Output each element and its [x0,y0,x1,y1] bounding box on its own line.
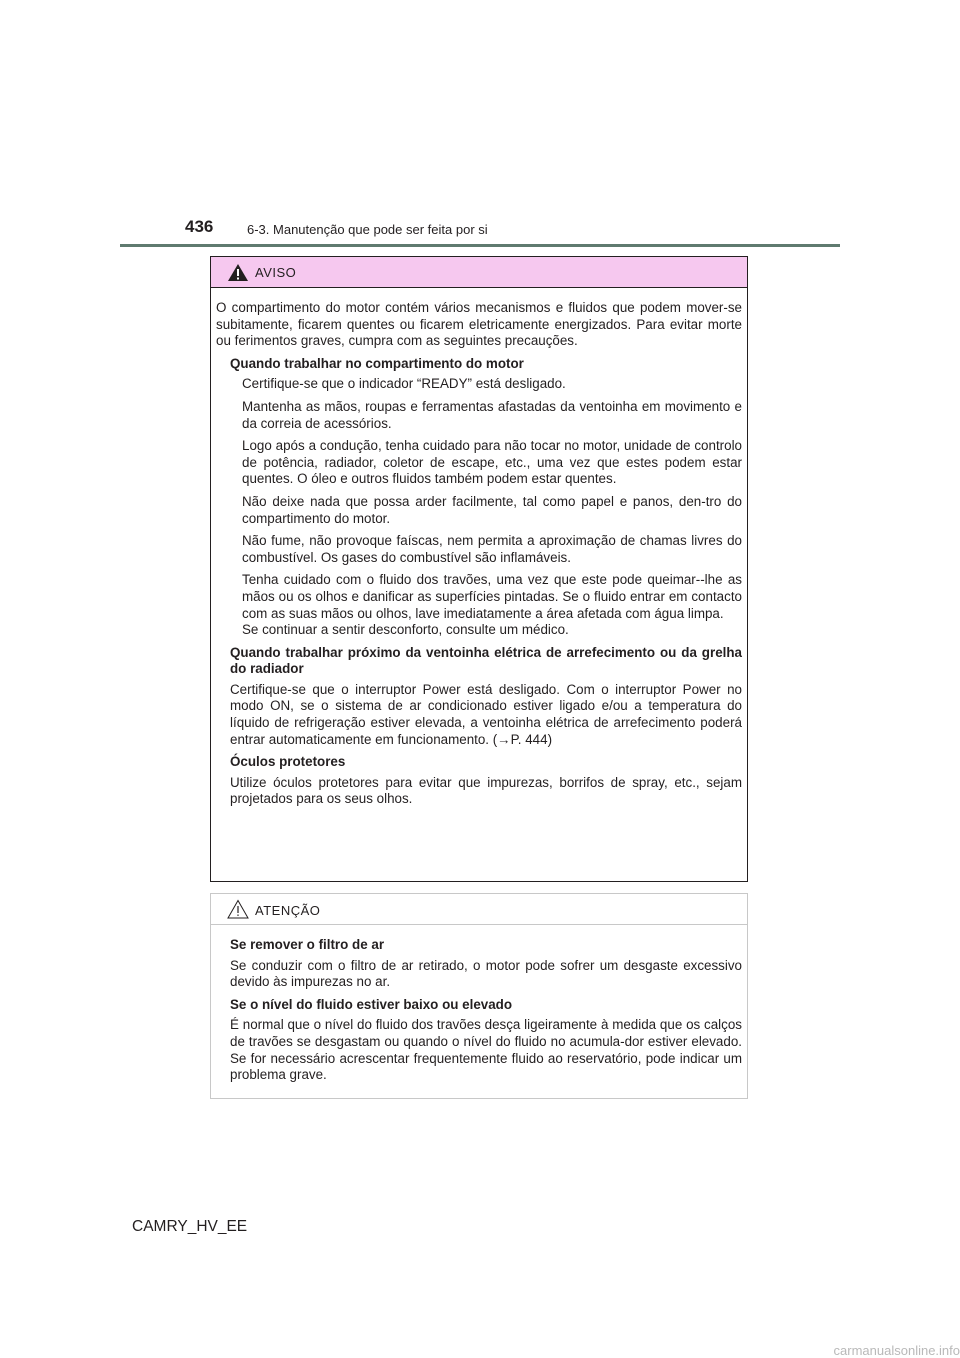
caution-triangle-icon [227,899,249,919]
warning-bullet: Não fume, não provoque faíscas, nem permita a aproximação de chamas livres do combustível. Os gases do combustível são inflamáveis. [242,533,742,565]
caution-section-title: Se remover o filtro de ar [230,937,385,952]
header-rule [120,244,840,247]
warning-paragraph: Utilize óculos protetores para evitar que impurezas, borrifos de spray, etc., sejam projetados para os seus olhos. [230,774,742,807]
caution-body [211,925,747,1084]
warning-bullet: Não deixe nada que possa arder facilmente, tal como papel e panos, den-tro do compartimento do motor. [242,493,742,526]
section-title: 6-3. Manutenção que pode ser feita por si [247,222,488,237]
caution-label: ATENÇÃO [255,903,321,918]
warning-label: AVISO [255,265,297,280]
warning-bullet-extra: Se continuar a sentir desconforto, consulte um médico. [242,622,569,638]
model-code: CAMRY_HV_EE [132,1218,248,1235]
warning-triangle-icon [227,263,249,282]
caution-header [211,894,747,925]
warning-intro: O compartimento do motor contém vários mecanismos e fluidos que podem mover-se subitamente, ficarem quentes ou ficarem eletricamente energizados. Para evitar morte ou ferimentos graves, cumpra com as seguintes precauções. [216,300,742,349]
caution-box [210,893,748,1099]
warning-section-title: Óculos protetores [230,754,346,770]
warning-section-title: Quando trabalhar próximo da ventoinha elétrica de arrefecimento ou da grelha do radiador [230,644,742,677]
warning-section-title: Quando trabalhar no compartimento do motor [230,355,524,371]
warning-paragraph: Certifique-se que o interruptor Power está desligado. Com o interruptor Power no modo ON, se o sistema de ar condicionado estiver ligado e/ou a temperatura do líquido de refrigeração estiver elevada, a ventoinha elétrica de arrefecimento poderá entrar automaticamente em funcionamento. (→P. 444) [230,681,742,747]
warning-bullet: Mantenha as mãos, roupas e ferramentas afastadas da ventoinha em movimento e da correia de acessórios. [242,398,742,431]
page-number: 436 [185,217,214,236]
warning-bullet: Logo após a condução, tenha cuidado para não tocar no motor, unidade de controlo de potência, radiador, coletor de escape, etc., uma vez que estes podem estar quentes. O óleo e outros fluidos também podem estar quentes. [242,438,742,487]
warning-bullet: Tenha cuidado com o fluido dos travões, uma vez que este pode queimar--lhe as mãos ou os olhos e danificar as superfícies pintadas. Se o fluido entrar em contacto com as suas mãos ou olhos, lave imediatamente a área afetada com água limpa. [242,572,742,621]
warning-bullet: Certifique-se que o indicador “READY” está desligado. [242,376,566,392]
caution-paragraph: É normal que o nível do fluido dos travões desça ligeiramente à medida que os calços de travões se desgastam ou quando o nível do fluido no acumula-dor estiver elevado. Se for necessário acrescentar frequentemente fluido ao reservatório, pode indicar um problema grave. [230,1017,742,1083]
caution-paragraph: Se conduzir com o filtro de ar retirado, o motor pode sofrer um desgaste excessivo devido às impurezas no ar. [230,957,742,990]
warning-body [211,288,747,808]
warning-header [211,257,747,288]
watermark-link[interactable]: carmanualsonline.info [833,1343,960,1358]
caution-section-title: Se o nível do fluido estiver baixo ou elevado [230,996,513,1012]
warning-box [210,256,748,882]
